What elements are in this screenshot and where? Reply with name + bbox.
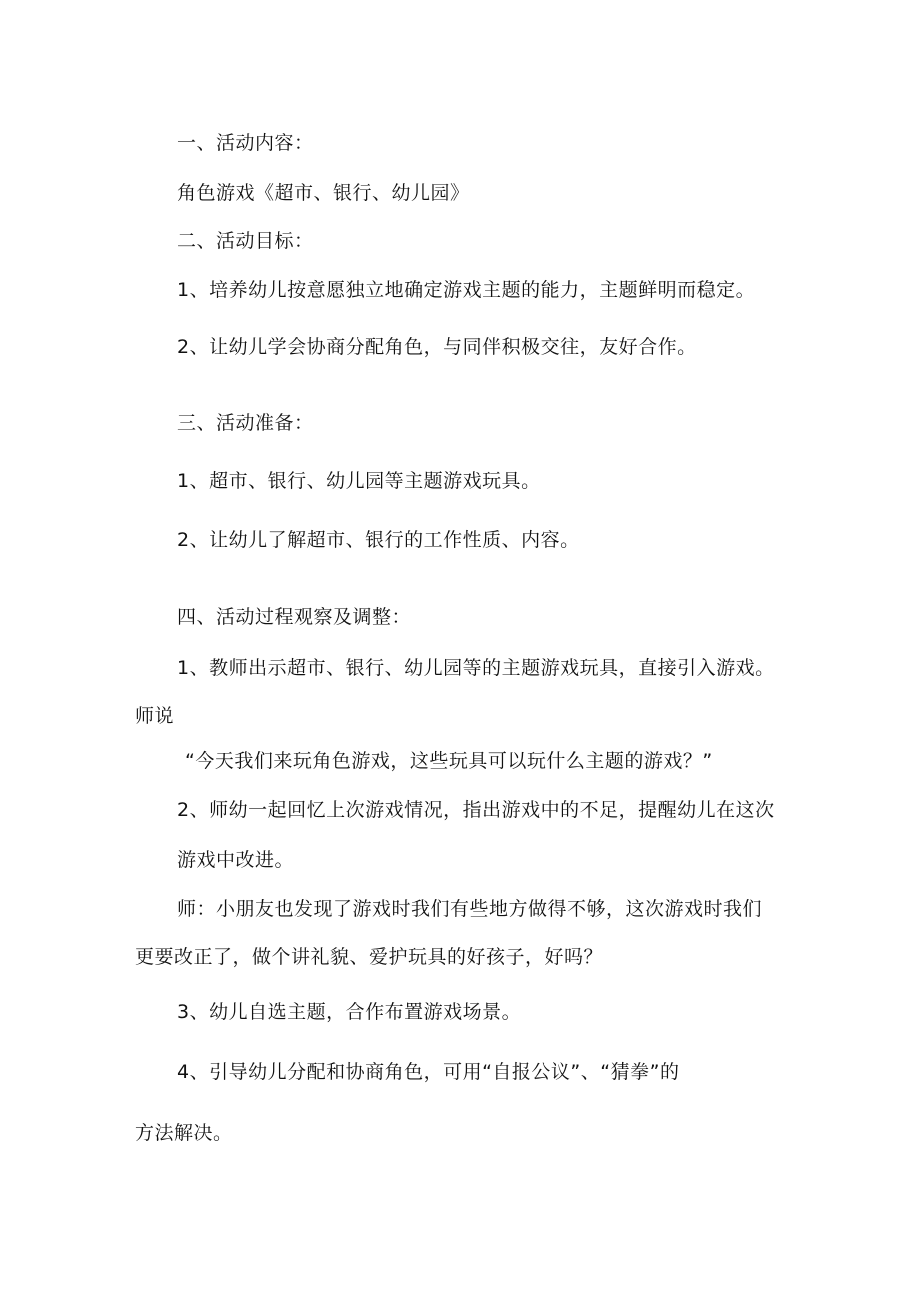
preparation-item-2: 2、让幼儿了解超市、银行的工作性质、内容。 [177, 529, 580, 551]
teacher-quote: “今天我们来玩角色游戏，这些玩具可以玩什么主题的游戏？” [185, 750, 713, 772]
preparation-item-1: 1、超市、银行、幼儿园等主题游戏玩具。 [177, 470, 541, 492]
goal-item-1: 1、培养幼儿按意愿独立地确定游戏主题的能力，主题鲜明而稳定。 [177, 279, 756, 301]
goal-item-2: 2、让幼儿学会协商分配角色，与同伴积极交往，友好合作。 [177, 336, 697, 358]
teacher-remark-continued: 更要改正了，做个讲礼貌、爱护玩具的好孩子，好吗？ [135, 946, 604, 968]
process-step-4: 4、引导幼儿分配和协商角色，可用“自报公议”、“猜拳”的 [177, 1061, 680, 1083]
process-step-1: 1、教师出示超市、银行、幼儿园等的主题游戏玩具，直接引入游戏。 [177, 657, 775, 679]
process-step-3: 3、幼儿自选主题，合作布置游戏场景。 [177, 1001, 522, 1023]
process-step-2-continued: 游戏中改进。 [177, 849, 295, 871]
heading-process-observation: 四、活动过程观察及调整： [177, 606, 412, 628]
teacher-remark: 师：小朋友也发现了游戏时我们有些地方做得不够，这次游戏时我们 [177, 898, 763, 920]
heading-activity-preparation: 三、活动准备： [177, 412, 314, 434]
heading-activity-content: 一、活动内容： [177, 132, 314, 154]
paragraph-game-title: 角色游戏《超市、银行、幼儿园》 [177, 182, 470, 204]
process-step-4-continued: 方法解决。 [135, 1122, 233, 1144]
process-step-1-continued: 师说 [135, 705, 175, 727]
heading-activity-goals: 二、活动目标： [177, 230, 314, 252]
process-step-2: 2、师幼一起回忆上次游戏情况，指出游戏中的不足，提醒幼儿在这次 [177, 799, 775, 821]
